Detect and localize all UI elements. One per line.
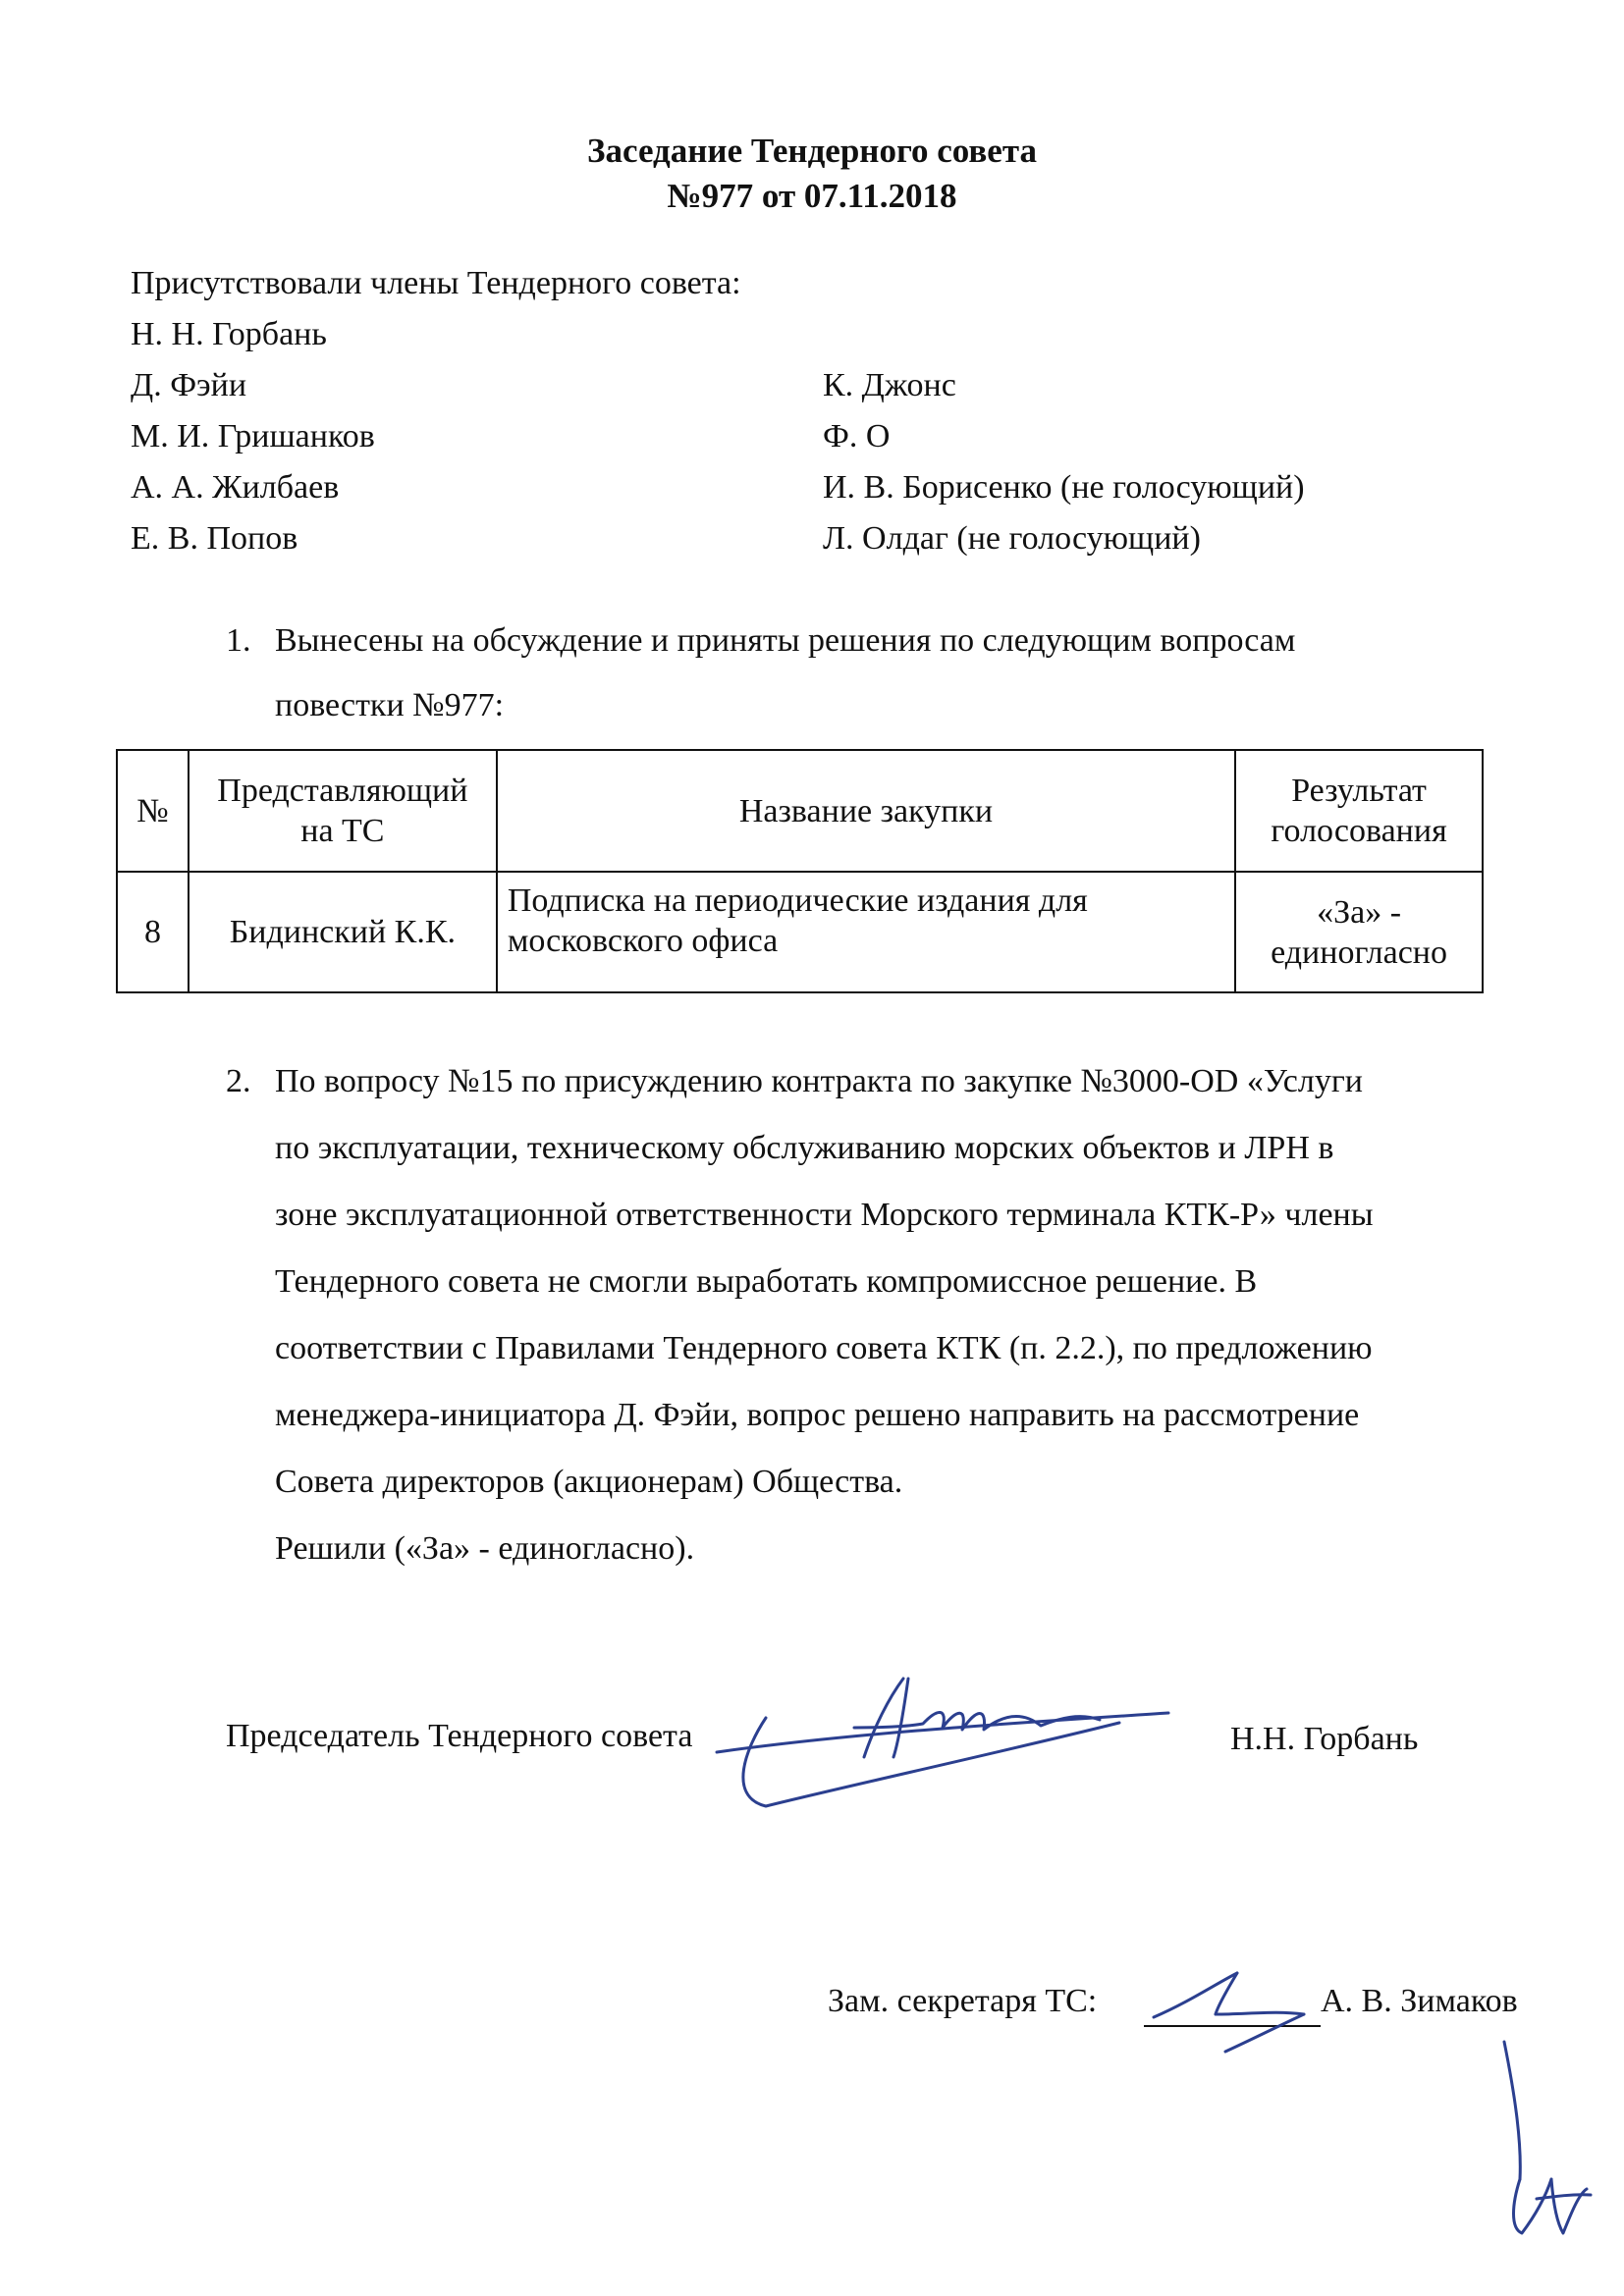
cell-procurement-name (497, 872, 1235, 992)
item1-number: 1. (226, 622, 251, 659)
attendee-right-1: К. Джонс (823, 367, 956, 403)
vote-result-line1: «За» - (1317, 893, 1402, 931)
attendees-heading: Присутствовали члены Тендерного совета: (131, 265, 741, 301)
secretary-name: А. В. Зимаков (1321, 1983, 1518, 2019)
item2-line: По вопросу №15 по присуждению контракта по закупке №3000-OD «Услуги (275, 1063, 1364, 1099)
table-row (117, 872, 1483, 992)
attendee-right-4: Л. Олдаг (не голосующий) (823, 520, 1201, 557)
attendee-right-3: И. В. Борисенко (не голосующий) (823, 469, 1305, 506)
cell-vote-result (1235, 872, 1483, 992)
procurement-name-line1: Подписка на периодические издания для (507, 882, 1088, 919)
secretary-label: Зам. секретаря ТС: (828, 1983, 1098, 2019)
chair-label: Председатель Тендерного совета (226, 1718, 693, 1754)
document-subtitle: №977 от 07.11.2018 (667, 177, 957, 215)
attendee-left-1: Н. Н. Горбань (131, 316, 327, 352)
item2-line: по эксплуатации, техническому обслуживанию морских объектов и ЛРН в (275, 1130, 1334, 1166)
secretary-signature-image (1139, 1953, 1326, 2061)
item2-line: соответствии с Правилами Тендерного совета КТК (п. 2.2.), по предложению (275, 1330, 1373, 1366)
item2-decision: Решили («За» - единогласно). (275, 1530, 695, 1567)
header-procurement-name: Название закупки (497, 750, 1235, 872)
header-presenter: Представляющий на ТС (189, 750, 497, 872)
attendee-left-4: А. А. Жилбаев (131, 469, 340, 506)
table-header-row (117, 750, 1483, 872)
procurement-name-line2: московского офиса (507, 923, 779, 959)
item2-paragraph (275, 1063, 1374, 1597)
item2-line: менеджера-инициатора Д. Фэйи, вопрос решено направить на рассмотрение (275, 1397, 1360, 1433)
header-vote-result: Результат голосования (1235, 750, 1483, 872)
item1-line1: Вынесены на обсуждение и приняты решения по следующим вопросам (275, 622, 1296, 659)
item1-line2: повестки №977: (275, 687, 505, 723)
item2-number: 2. (226, 1063, 251, 1099)
header-number: № (117, 750, 189, 872)
cell-number: 8 (117, 872, 189, 992)
item2-line: зоне эксплуатационной ответственности Морского терминала КТК-Р» члены (275, 1197, 1374, 1233)
item2-line: Тендерного совета не смогли выработать компромиссное решение. В (275, 1263, 1258, 1300)
cell-presenter: Бидинский К.К. (189, 872, 497, 992)
chair-signature-image (707, 1659, 1198, 1855)
document-title: Заседание Тендерного совета (587, 132, 1037, 170)
agenda-table (116, 749, 1484, 993)
item2-line: Совета директоров (акционерам) Общества. (275, 1464, 903, 1500)
attendee-left-2: Д. Фэйи (131, 367, 247, 403)
attendee-left-3: М. И. Гришанков (131, 418, 375, 454)
attendee-left-5: Е. В. Попов (131, 520, 298, 557)
attendee-right-2: Ф. О (823, 418, 891, 454)
margin-initials-image (1492, 2032, 1600, 2248)
chair-name: Н.Н. Горбань (1230, 1721, 1419, 1757)
vote-result-line2: единогласно (1271, 934, 1448, 971)
